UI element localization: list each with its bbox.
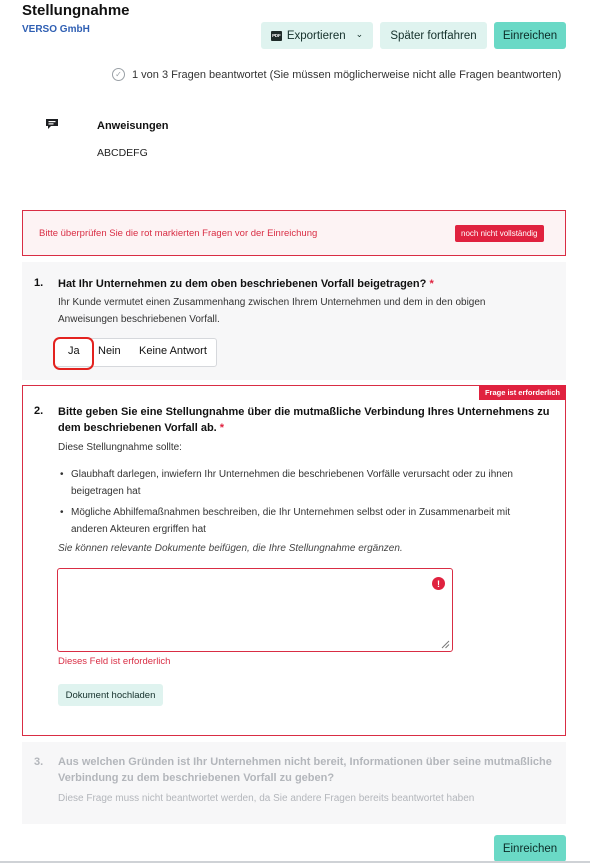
check-circle-icon: ✓ bbox=[112, 68, 125, 81]
question-title-line bbox=[58, 420, 549, 436]
message-icon bbox=[45, 118, 59, 130]
question-title bbox=[58, 276, 434, 292]
validation-banner bbox=[22, 210, 566, 256]
question-title-line: Verbindung zu dem beschriebenen Vorfall zu geben? bbox=[58, 772, 335, 784]
submit-button-bottom[interactable]: Einreichen bbox=[494, 835, 566, 862]
pdf-icon: PDF bbox=[271, 31, 282, 41]
upload-document-button[interactable]: Dokument hochladen bbox=[58, 684, 163, 706]
question-1 bbox=[22, 262, 566, 380]
submit-button-top[interactable]: Einreichen bbox=[494, 22, 566, 49]
question-title-line: Bitte geben Sie eine Stellungnahme über die mutmaßliche Verbindung Ihres Unternehmens zu bbox=[58, 406, 550, 418]
list-item-line: • Glaubhaft darlegen, inwiefern Ihr Unternehmen die beschriebenen Vorfälle verursacht oder zu ihnen bbox=[71, 469, 513, 480]
incomplete-badge: noch nicht vollständig bbox=[455, 225, 544, 242]
export-button[interactable] bbox=[261, 22, 373, 49]
question-2 bbox=[22, 385, 566, 736]
question-number: 1. bbox=[34, 277, 44, 289]
question-3 bbox=[22, 742, 566, 824]
required-badge: Frage ist erforderlich bbox=[479, 385, 566, 400]
resize-handle-icon[interactable] bbox=[441, 640, 450, 649]
progress-status bbox=[112, 68, 561, 81]
question-number: 2. bbox=[34, 405, 44, 417]
choice-keine-antwort[interactable]: Keine Antwort bbox=[139, 345, 207, 357]
question-title-line: Aus welchen Gründen ist Ihr Unternehmen nicht bereit, Informationen über seine mutmaßliche bbox=[58, 756, 552, 768]
list-item bbox=[58, 504, 558, 538]
question-number: 3. bbox=[34, 756, 44, 768]
question-description bbox=[58, 294, 485, 328]
instructions-title: Anweisungen bbox=[97, 120, 169, 132]
question-title-text: Hat Ihr Unternehmen zu dem oben beschriebenen Vorfall beigetragen? bbox=[58, 278, 427, 290]
required-marker: * bbox=[429, 278, 434, 290]
field-error-message: Dieses Feld ist erforderlich bbox=[58, 656, 171, 667]
list-item-line: anderen Akteuren ergriffen hat bbox=[71, 524, 206, 535]
question-title-text: dem beschriebenen Vorfall ab. bbox=[58, 422, 217, 434]
description-line: Ihr Kunde vermutet einen Zusammenhang zwischen Ihrem Unternehmen und dem in den obigen bbox=[58, 297, 486, 308]
selection-highlight bbox=[53, 337, 94, 370]
description-line: Anweisungen beschriebenen Vorfall. bbox=[58, 314, 220, 325]
list-item-line: beigetragen hat bbox=[71, 486, 141, 497]
question-intro: Diese Stellungnahme sollte: bbox=[58, 442, 182, 453]
export-label: Exportieren bbox=[286, 29, 346, 42]
question-title bbox=[58, 754, 552, 786]
attachment-hint: Sie können relevante Dokumente beifügen, die Ihre Stellungnahme ergänzen. bbox=[58, 543, 403, 554]
question-description: Diese Frage muss nicht beantwortet werden, da Sie andere Fragen bereits beantwortet haben bbox=[58, 793, 475, 804]
question-title bbox=[58, 404, 549, 436]
instructions-body: ABCDEFG bbox=[97, 147, 148, 159]
error-icon: ! bbox=[432, 577, 445, 590]
list-item-line: • Mögliche Abhilfemaßnahmen beschreiben, die Ihr Unternehmen selbst oder in Zusammenarbeit mit bbox=[71, 507, 511, 518]
statement-textarea[interactable] bbox=[57, 568, 453, 652]
progress-text: 1 von 3 Fragen beantwortet (Sie müssen möglicherweise nicht alle Fragen beantworten) bbox=[132, 68, 562, 81]
required-marker: * bbox=[219, 422, 225, 434]
page-title: Stellungnahme bbox=[22, 2, 130, 19]
company-name: VERSO GmbH bbox=[22, 24, 90, 35]
requirements-list bbox=[58, 466, 558, 542]
continue-later-button[interactable]: Später fortfahren bbox=[380, 22, 487, 49]
choice-ja[interactable]: Ja bbox=[68, 345, 80, 357]
list-item bbox=[58, 466, 558, 500]
validation-message: Bitte überprüfen Sie die rot markierten Fragen vor der Einreichung bbox=[39, 228, 318, 239]
chevron-down-icon: ⌄ bbox=[355, 29, 364, 39]
choice-nein[interactable]: Nein bbox=[98, 345, 121, 357]
